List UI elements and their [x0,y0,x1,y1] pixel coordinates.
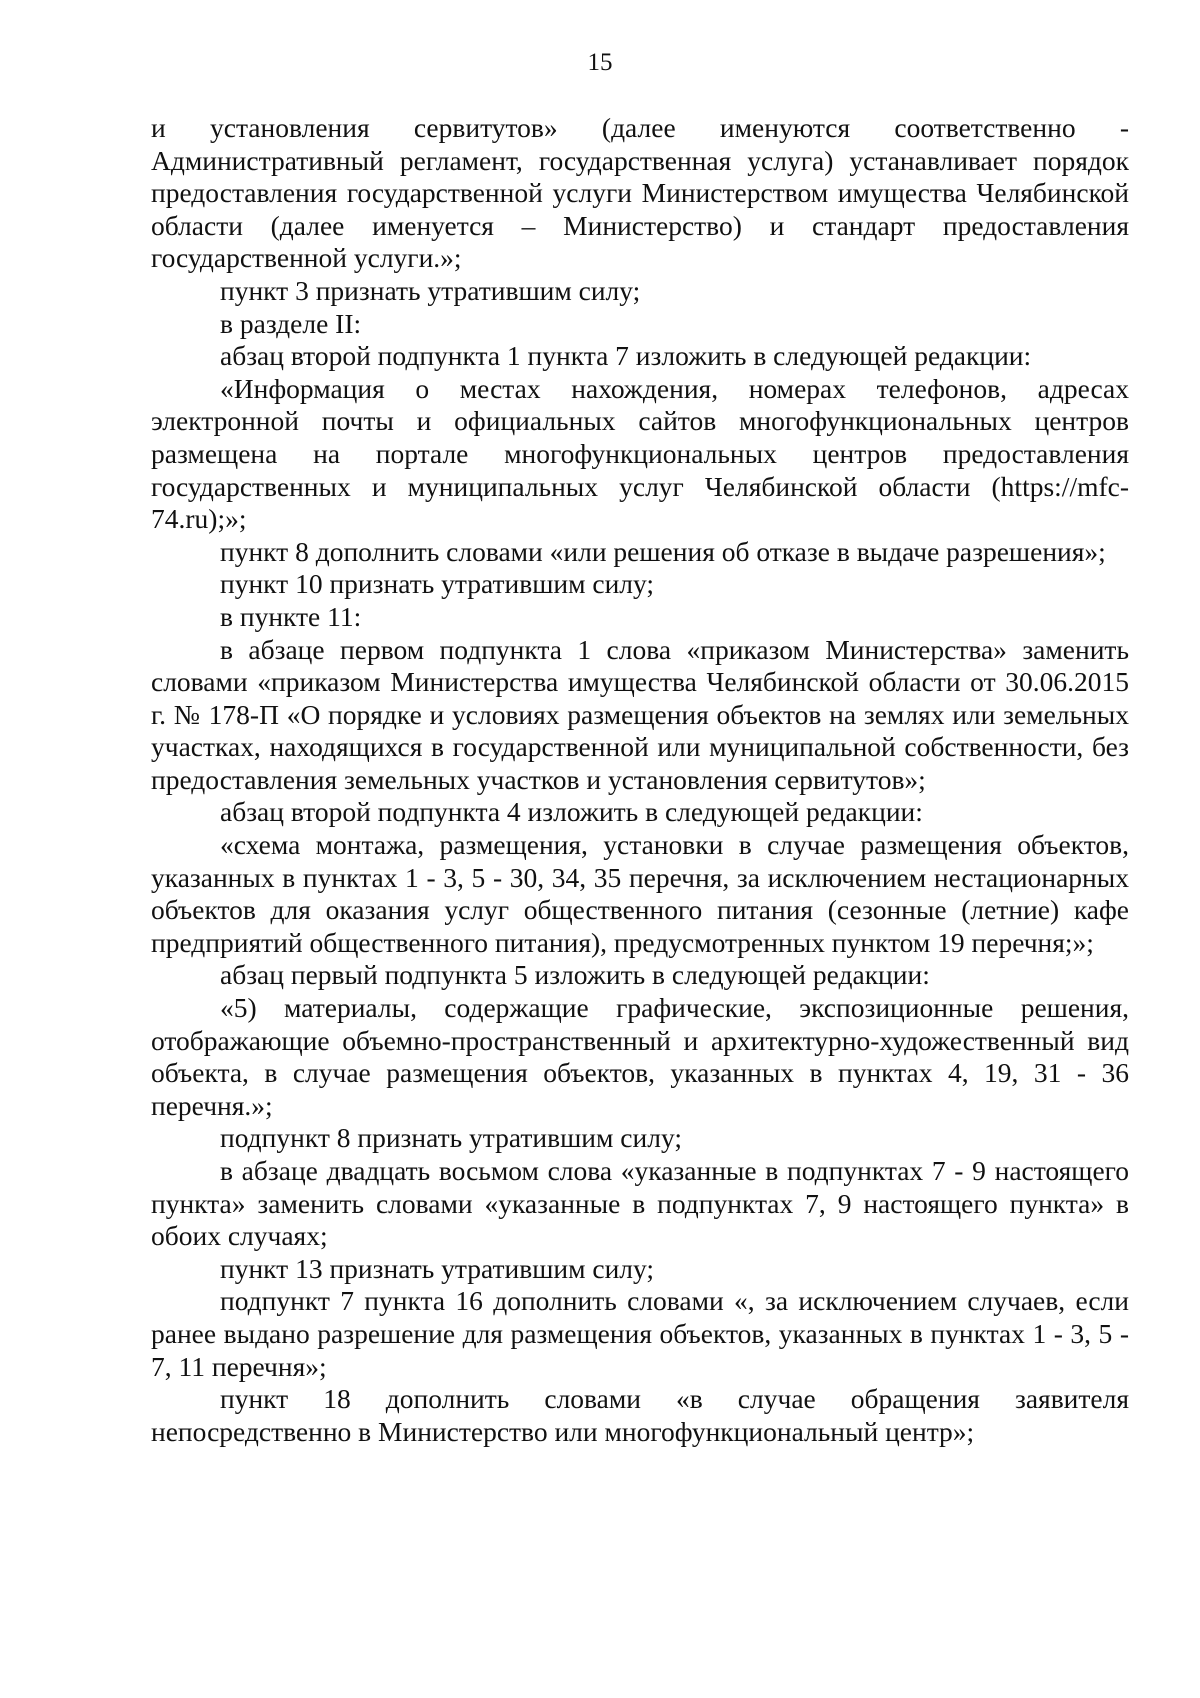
paragraph: в абзаце двадцать восьмом слова «указанные в подпунктах 7 - 9 настоящего пункта» заменить словами «указанные в подпунктах 7, 9 настоящего пункта» в обоих случаях; [151,1155,1129,1252]
paragraph: пункт 10 признать утратившим силу; [220,568,655,600]
paragraph: «Информация о местах нахождения, номерах телефонов, адресах электронной почты и официальных сайтов многофункциональных центров размещена на портале многофункциональных центров предоставления государственных и муниципальных услуг Челябинской области (https://mfc-74.ru);»; [151,372,1129,535]
paragraph: «схема монтажа, размещения, установки в случае размещения объектов, указанных в пунктах 1 - 3, 5 - 30, 34, 35 перечня, за исключением нестационарных объектов для оказания услуг общественного питания (сезонные (летние) кафе предприятий общественного питания), предусмотренных пунктом 19 перечня;»; [151,829,1129,958]
paragraph: пункт 18 дополнить словами «в случае обращения заявителя непосредственно в Министерство или многофункциональный центр»; [151,1383,1129,1447]
paragraph: подпункт 8 признать утратившим силу; [220,1122,682,1154]
paragraph: в абзаце первом подпункта 1 слова «приказом Министерства» заменить словами «приказом Министерства имущества Челябинской области от 30.06.2015 г. № 178-П «О порядке и условиях размещения объектов на землях или земельных участках, находящихся в государственной или муниципальной собственности, без предоставления земельных участков и установления сервитутов»; [151,633,1129,795]
paragraph: в пункте 11: [220,600,362,632]
paragraph: абзац второй подпункта 1 пункта 7 изложить в следующей редакции: [220,340,1032,372]
document-body [151,112,1129,1448]
paragraph: и установления сервитутов» (далее именуются соответственно - Административный регламент, государственная услуга) устанавливает порядок предоставления государственной услуги Министерством имущества Челябинской области (далее именуется – Министерство) и стандарт предоставления государственной услуги.»; [151,112,1129,274]
paragraph: в разделе II: [220,307,362,339]
paragraph: абзац первый подпункта 5 изложить в следующей редакции: [220,959,930,991]
paragraph: пункт 3 признать утратившим силу; [220,274,641,306]
paragraph: подпункт 7 пункта 16 дополнить словами «, за исключением случаев, если ранее выдано разрешение для размещения объектов, указанных в пунктах 1 - 3, 5 - 7, 11 перечня»; [151,1285,1129,1382]
paragraph: абзац второй подпункта 4 изложить в следующей редакции: [220,796,923,828]
paragraph: пункт 8 дополнить словами «или решения об отказе в выдаче разрешения»; [220,535,1106,567]
page-number: 15 [587,49,613,76]
paragraph: «5) материалы, содержащие графические, экспозиционные решения, отображающие объемно-пространственный и архитектурно-художественный вид объекта, в случае размещения объектов, указанных в пунктах 4, 19, 31 - 36 перечня.»; [151,992,1129,1121]
paragraph: пункт 13 признать утратившим силу; [220,1252,655,1284]
